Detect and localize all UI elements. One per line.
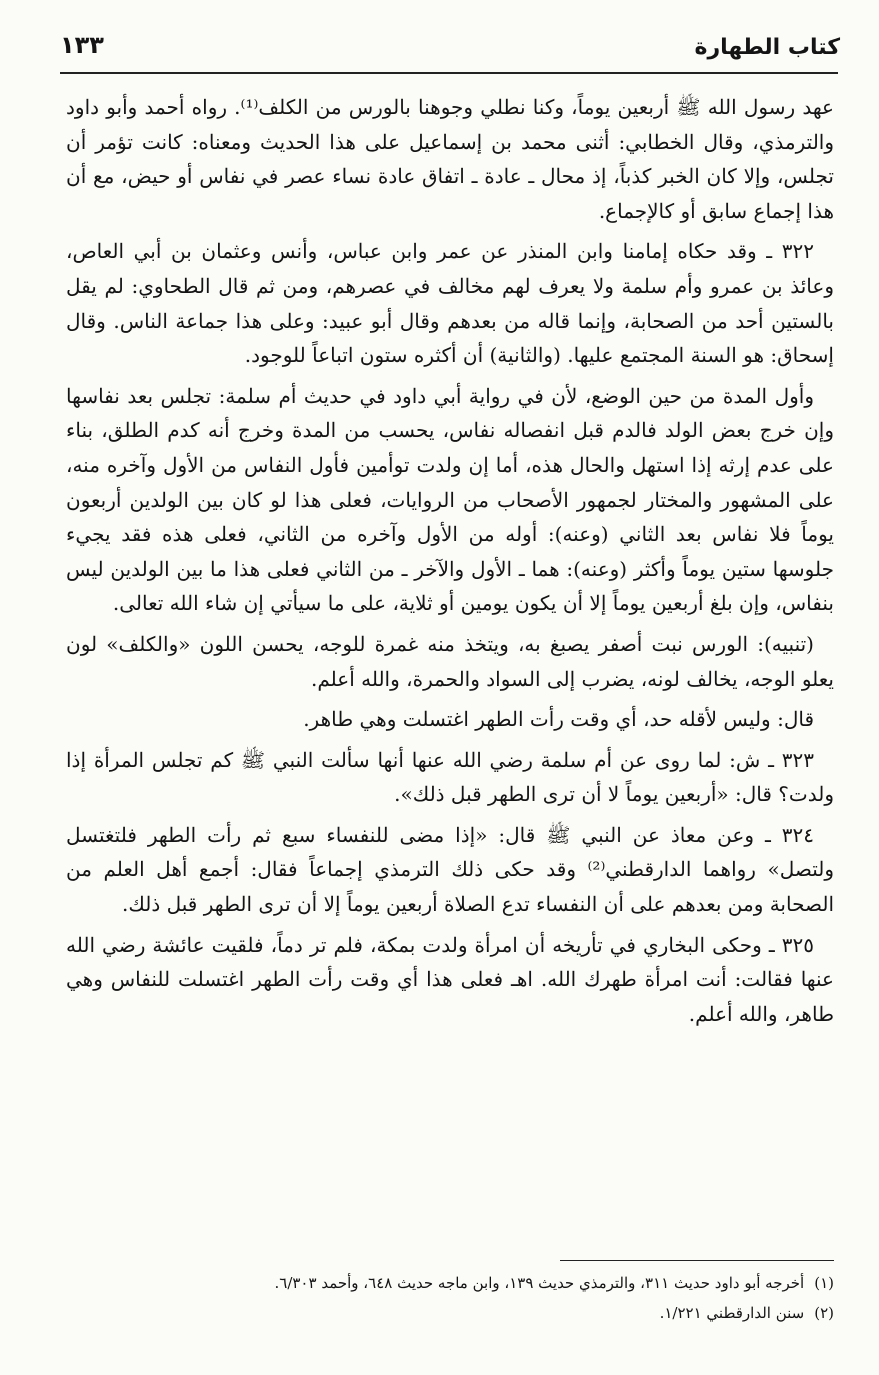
paragraph-323: ٣٢٣ ـ ش: لما روى عن أم سلمة رضي الله عنها أنها سألت النبي ﷺ كم تجلس المرأة إذا ولدت؟ قال: «أربعين يوماً لا أن ترى الطهر قبل ذلك». (66, 747, 834, 807)
header-rule (60, 72, 838, 74)
footnote-number: (١) (814, 1274, 834, 1292)
main-text (66, 90, 834, 1037)
paragraph-hadith-continuation: عهد رسول الله ﷺ أربعين يوماً، وكنا نطلي وجوهنا بالورس من الكلف⁽¹⁾. رواه أحمد وأبو داود والترمذي، وقال الخطابي: أثنى محمد بن إسماعيل على هذا الحديث ومعناه: كانت تؤمر أن تجلس، وإلا كان الخبر كذباً، إذ محال ـ عادة ـ اتفاق عادة نساء عصر في نفاس أو حيض، مع أن هذا إجماع سابق أو كالإجماع. (66, 95, 834, 223)
paragraph-325: ٣٢٥ ـ وحكى البخاري في تأريخه أن امرأة ولدت بمكة، فلم تر دماً، فلقيت عائشة رضي الله عنها فقالت: أنت امرأة طهرك الله. اهـ فعلى هذا أي وقت رأت الطهر اغتسلت للنفاس وهي طاهر، والله أعلم. (66, 932, 834, 1026)
footnote-text: سنن الدارقطني ١/٢٢١. (659, 1304, 805, 1322)
footnotes (66, 1268, 834, 1328)
footnote-text: أخرجه أبو داود حديث ٣١١، والترمذي حديث ١٣٩، وابن ماجه حديث ٦٤٨، وأحمد ٦/٣٠٣. (274, 1274, 805, 1292)
footnote-2 (66, 1298, 834, 1328)
footnote-separator (560, 1260, 834, 1261)
page-number: ١٣٣ (60, 31, 104, 59)
page-header (60, 28, 840, 68)
paragraph-note: (تنبيه): الورس نبت أصفر يصبغ به، ويتخذ منه غمرة للوجه، يحسن اللون «والكلف» لون يعلو الوجه، يخالف لونه، يضرب إلى السواد والحمرة، والله أعلم. (66, 631, 834, 691)
paragraph-322: ٣٢٢ ـ وقد حكاه إمامنا وابن المنذر عن عمر وابن عباس، وأنس وعثمان بن أبي العاص، وعائذ بن عمرو وأم سلمة ولا يعرف لهم مخالف في عصرهم، ومن ثم قال الطحاوي: لم يقل بالستين أحد من الصحابة، وإنما قاله من بعدهم وقال أبو عبيد: وعلى هذا جماعة الناس. وقال إسحاق: هو السنة المجتمع عليها. (والثانية) أن أكثره ستون اتباعاً للوجود. (66, 239, 834, 368)
paragraph-324: ٣٢٤ ـ وعن معاذ عن النبي ﷺ قال: «إذا مضى للنفساء سبع ثم رأت الطهر فلتغتسل ولتصل» رواهما الدارقطني⁽²⁾ وقد حكى ذلك الترمذي إجماعاً فقال: أجمع أهل العلم من الصحابة ومن بعدهم على أن النفساء تدع الصلاة أربعين يوماً إلا أن ترى الطهر قبل ذلك. (66, 822, 834, 917)
paragraph-matn: قال: وليس لأقله حد، أي وقت رأت الطهر اغتسلت وهي طاهر. (303, 707, 814, 732)
footnote-1 (66, 1268, 834, 1298)
paragraph-start-of-term: وأول المدة من حين الوضع، لأن في رواية أبي داود في حديث أم سلمة: تجلس بعد نفاسها وإن خرج بعض الولد فالدم قبل انفصاله نفاس، يحسب من المدة وخرج أنه كدم الطلق، بناء على عدم إرثه إذا استهل والحال هذه، أما إن ولدت توأمين فأول النفاس من الأول وآخره منه، على المشهور والمختار لجمهور الأصحاب من الروايات، فعلى هذا لو كان بين الولدين أربعون يوماً فلا نفاس بعد الثاني (وعنه): أوله من الأول وآخره من الثاني، فعلى هذه فقد يجيء جلوسها ستين يوماً وأكثر (وعنه): هما ـ الأول والآخر ـ من الثاني فعلى هذا ما بين الولدين ليس بنفاس، وإن بلغ أربعين يوماً إلا أن يكون يومين أو ثلاية، على ما سيأتي إن شاء الله تعالى. (66, 383, 834, 616)
running-title: كتاب الطهارة (694, 35, 840, 60)
footnote-number: (٢) (814, 1304, 834, 1322)
